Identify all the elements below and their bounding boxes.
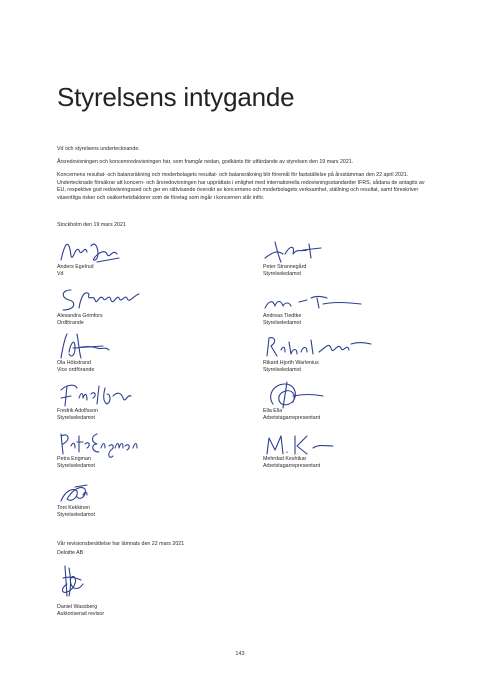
signer-block (57, 456, 95, 470)
page-title: Styrelsens intygande (57, 82, 295, 112)
signer-block (57, 360, 94, 374)
signer-role: Arbetstagarrepresentant (263, 415, 321, 421)
signer-block (263, 408, 320, 422)
signature-alexandra-grimfors (57, 280, 207, 316)
signer-role: Ordförande (57, 320, 84, 326)
signature-anders-egelrud (57, 232, 207, 268)
signer-role: Vice ordförande (57, 367, 95, 373)
signer-name: Ola Hökstrand (57, 360, 91, 366)
auditor-firm: Deloitte AB (57, 550, 84, 556)
signer-name: Rikard Hjorth Warlenius (263, 360, 319, 366)
signer-role: Styrelseledamot (57, 415, 95, 421)
signature-petra-engman (57, 424, 207, 460)
signer-name: Mehrdad Keshtkar (263, 456, 307, 462)
signer-block (263, 264, 306, 278)
signer-role: Styrelseledamot (57, 512, 95, 518)
signer-name: Daniel Wassberg (57, 604, 98, 610)
signer-name: Fredrik Adolfsson (57, 408, 98, 414)
signer-name: Ella Ella (263, 408, 283, 414)
signer-role: Auktoriserad revisor (57, 611, 105, 617)
signature-fredrik-adolfsson (57, 376, 207, 412)
signer-role: Vd (57, 271, 64, 277)
signer-name: Petra Engman (57, 456, 91, 462)
signer-name: Toni Kekkinen (57, 505, 90, 511)
signer-role: Arbetstagarrepresentant (263, 463, 321, 469)
signer-block (263, 360, 319, 374)
signer-name: Peter Strannegård (263, 264, 307, 270)
signer-role: Styrelseledamot (263, 271, 301, 277)
page-number: 143 (235, 651, 245, 657)
signature-daniel-wassberg (57, 560, 207, 602)
signer-name: Anders Egelrud (57, 264, 94, 270)
statement-text: Koncernens resultat- och balansräkning och moderbolagets resultat- och balansräkning blir föremål för fastställelse på årsstämman den 22 april 2021. Undertecknade försäkrar att koncern- och årsredovisningen har upprättats i enlighet med internationella redovisningsstandarder IFRS, sådana de antagits av EU, respektive god redovisningssed och ger en rättvisande översikt av koncernens och moderbolagets verksamhet, ställning och resultat, samt föreskriver väsentliga risker och osäkerhetsfaktorer som de företag som ingår i koncernen står inför. (57, 172, 425, 201)
approval-text: Årsredovisningen och koncernredovisningen har, som framgår nedan, godkänts för utfärdande av styrelsen den 19 mars 2021. (57, 159, 354, 165)
signer-block (57, 408, 98, 422)
signer-role: Styrelseledamot (263, 320, 301, 326)
signer-block (57, 264, 94, 278)
signer-block (263, 456, 320, 470)
signature-andreas-tiedtke (263, 280, 413, 316)
signer-block (57, 505, 95, 519)
signer-role: Styrelseledamot (263, 367, 301, 373)
signer-block (263, 313, 301, 327)
signature-rikard-hjorth-warlenius (263, 328, 413, 364)
signature-mehrdad-keshtkar (263, 424, 413, 460)
signature-ella-ella (263, 376, 413, 412)
signer-block (57, 604, 104, 618)
auditor-note: Vår revisionsberättelse har lämnats den 22 mars 2021 (57, 541, 185, 547)
signer-block (57, 313, 103, 327)
signature-peter-strannegard (263, 232, 413, 268)
signer-role: Styrelseledamot (57, 463, 95, 469)
place-date: Stockholm den 19 mars 2021 (57, 222, 126, 228)
signature-ola-hokstrand (57, 328, 207, 364)
signer-name: Alexandra Grimfors (57, 313, 103, 319)
signer-name: Andreas Tiedtke (263, 313, 302, 319)
intro-text: Vd och styrelsens undertecknande. (57, 146, 140, 152)
